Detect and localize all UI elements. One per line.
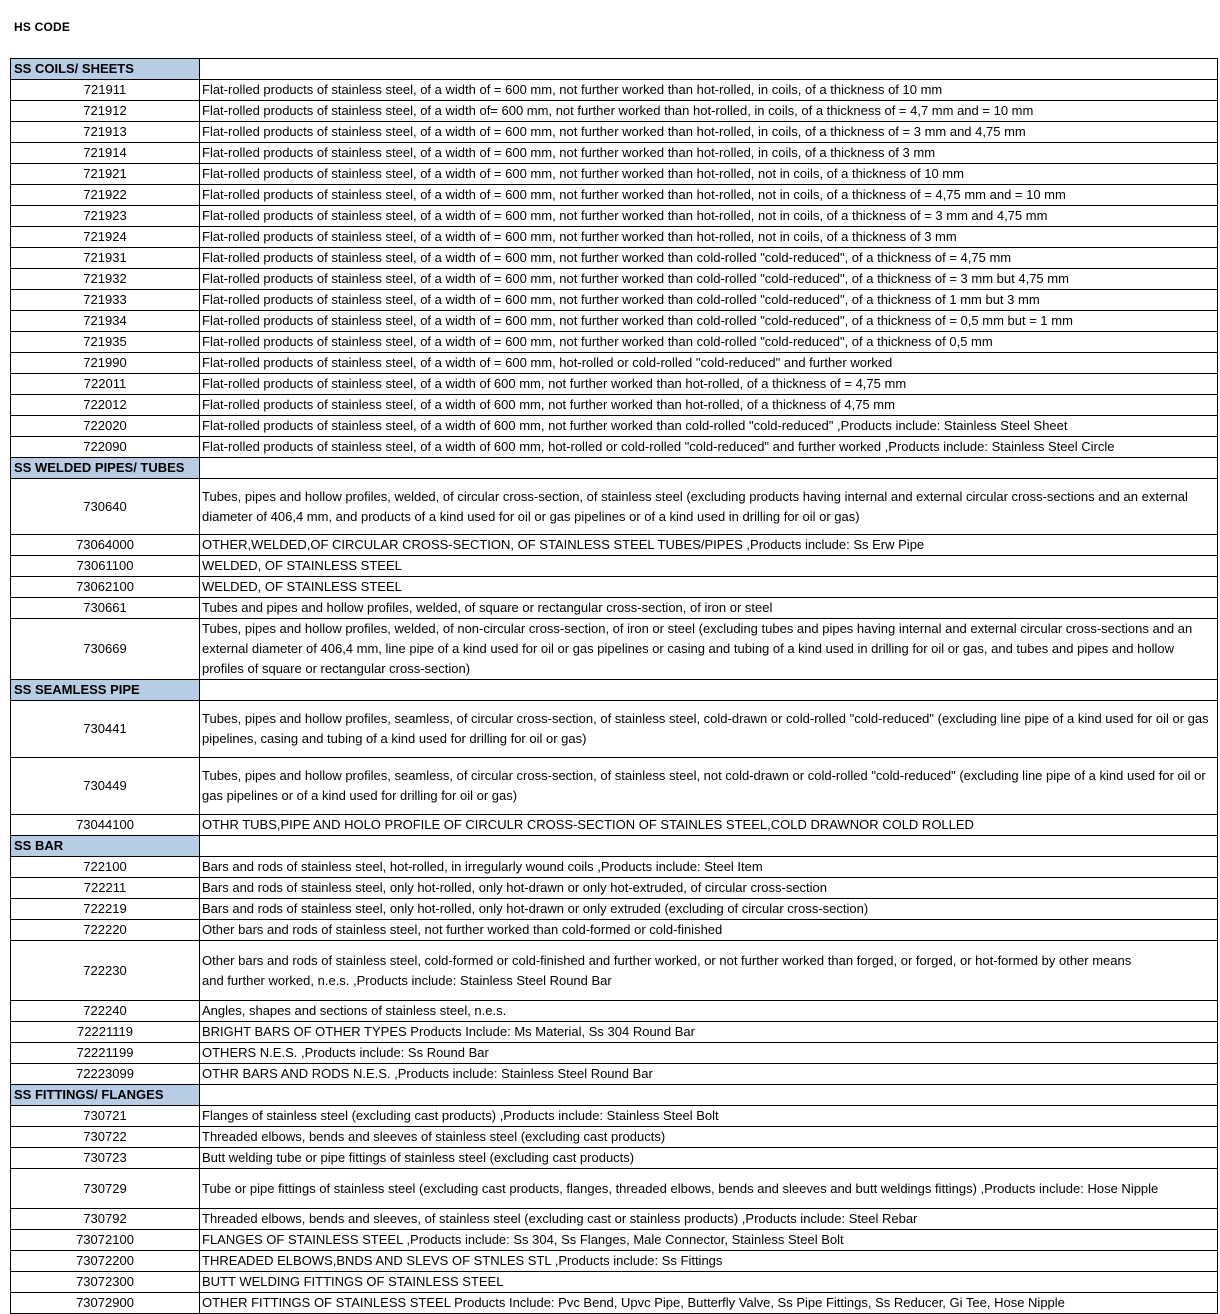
- hs-code-cell: 730669: [11, 619, 200, 680]
- table-row: [11, 1106, 1218, 1127]
- hs-code-cell: 730449: [11, 758, 200, 815]
- description-cell: BRIGHT BARS OF OTHER TYPES Products Include: Ms Material, Ss 304 Round Bar: [200, 1022, 1218, 1043]
- table-row: [11, 395, 1218, 416]
- section-blank-cell: [200, 458, 1218, 479]
- table-row: [11, 1272, 1218, 1293]
- section-blank-cell: [200, 59, 1218, 80]
- hs-code-cell: 722020: [11, 416, 200, 437]
- description-cell: Bars and rods of stainless steel, only hot-rolled, only hot-drawn or only hot-extruded, of circular cross-section: [200, 878, 1218, 899]
- description-cell: Other bars and rods of stainless steel, cold-formed or cold-finished and further worked, or not further worked than forged, or forged, or hot-formed by other means and further worked, n.e.s. ,Products include: Stainless Steel Round Bar: [200, 941, 1218, 1001]
- table-row: [11, 311, 1218, 332]
- hs-code-cell: 73062100: [11, 577, 200, 598]
- table-row: [11, 1043, 1218, 1064]
- description-cell: OTHER FITTINGS OF STAINLESS STEEL Products Include: Pvc Bend, Upvc Pipe, Butterfly Valve, Ss Pipe Fittings, Ss Reducer, Gi Tee, Hose Nipple: [200, 1293, 1218, 1314]
- description-cell: Tubes, pipes and hollow profiles, seamless, of circular cross-section, of stainless steel, not cold-drawn or cold-rolled "cold-reduced" (excluding line pipe of a kind used for oil or gas pipelines or of a kind used for drilling for oil or gas): [200, 758, 1218, 815]
- hs-code-cell: 73061100: [11, 556, 200, 577]
- section-title: SS BAR: [11, 836, 200, 857]
- table-row: [11, 815, 1218, 836]
- hs-code-cell: 722219: [11, 899, 200, 920]
- hs-code-cell: 72221119: [11, 1022, 200, 1043]
- hs-code-cell: 721921: [11, 164, 200, 185]
- table-row: [11, 374, 1218, 395]
- hs-code-cell: 722090: [11, 437, 200, 458]
- description-cell: Tubes, pipes and hollow profiles, welded, of non-circular cross-section, of iron or steel (excluding tubes and pipes having internal and external circular cross-sections and an external diameter of 406,4 mm, line pipe of a kind used for oil or gas pipelines or casing and tubing of a kind used in drilling for oil or gas, and tubes and pipes and hollow profiles of square or rectangular cross-section): [200, 619, 1218, 680]
- table-row: [11, 1230, 1218, 1251]
- description-cell: Flat-rolled products of stainless steel, of a width of = 600 mm, not further worked than cold-rolled "cold-reduced", of a thickness of 1 mm but 3 mm: [200, 290, 1218, 311]
- description-cell: OTHERS N.E.S. ,Products include: Ss Round Bar: [200, 1043, 1218, 1064]
- hs-code-cell: 730661: [11, 598, 200, 619]
- description-cell: Tubes, pipes and hollow profiles, seamless, of circular cross-section, of stainless steel, cold-drawn or cold-rolled "cold-reduced" (excluding line pipe of a kind used for oil or gas pipelines, casing and tubing of a kind used for drilling for oil or gas): [200, 701, 1218, 758]
- table-row: [11, 332, 1218, 353]
- hs-code-cell: 73072900: [11, 1293, 200, 1314]
- hs-code-cell: 730723: [11, 1148, 200, 1169]
- hs-code-cell: 730721: [11, 1106, 200, 1127]
- hs-code-cell: 721934: [11, 311, 200, 332]
- table-row: [11, 1022, 1218, 1043]
- description-cell: Tubes, pipes and hollow profiles, welded, of circular cross-section, of stainless steel (excluding products having internal and external circular cross-sections and an external diameter of 406,4 mm, and products of a kind used for oil or gas pipelines or of a kind used in drilling for oil or gas): [200, 479, 1218, 535]
- hs-code-cell: 73044100: [11, 815, 200, 836]
- hs-code-cell: 730722: [11, 1127, 200, 1148]
- table-row: [11, 598, 1218, 619]
- description-cell: Flat-rolled products of stainless steel, of a width of = 600 mm, not further worked than cold-rolled "cold-reduced", of a thickness of = 0,5 mm but = 1 mm: [200, 311, 1218, 332]
- description-cell: Flat-rolled products of stainless steel, of a width of 600 mm, not further worked than hot-rolled, of a thickness of 4,75 mm: [200, 395, 1218, 416]
- description-cell: Flat-rolled products of stainless steel, of a width of = 600 mm, not further worked than cold-rolled "cold-reduced", of a thickness of = 4,75 mm: [200, 248, 1218, 269]
- section-header-row: [11, 1085, 1218, 1106]
- table-row: [11, 920, 1218, 941]
- table-row: [11, 1127, 1218, 1148]
- section-title: SS SEAMLESS PIPE: [11, 680, 200, 701]
- description-cell: Flat-rolled products of stainless steel, of a width of 600 mm, not further worked than cold-rolled "cold-reduced" ,Products include: Stainless Steel Sheet: [200, 416, 1218, 437]
- description-cell: Threaded elbows, bends and sleeves of stainless steel (excluding cast products): [200, 1127, 1218, 1148]
- hs-code-cell: 721932: [11, 269, 200, 290]
- description-cell: Flat-rolled products of stainless steel, of a width of = 600 mm, not further worked than hot-rolled, in coils, of a thickness of = 3 mm and 4,75 mm: [200, 122, 1218, 143]
- description-cell: Other bars and rods of stainless steel, not further worked than cold-formed or cold-finished: [200, 920, 1218, 941]
- description-cell: Flat-rolled products of stainless steel, of a width of = 600 mm, not further worked than hot-rolled, in coils, of a thickness of 10 mm: [200, 80, 1218, 101]
- description-cell: Threaded elbows, bends and sleeves, of stainless steel (excluding cast or stainless products) ,Products include: Steel Rebar: [200, 1209, 1218, 1230]
- hs-code-cell: 722012: [11, 395, 200, 416]
- section-blank-cell: [200, 836, 1218, 857]
- description-cell: OTHER,WELDED,OF CIRCULAR CROSS-SECTION, OF STAINLESS STEEL TUBES/PIPES ,Products include: Ss Erw Pipe: [200, 535, 1218, 556]
- hs-code-cell: 73072100: [11, 1230, 200, 1251]
- hs-code-cell: 73064000: [11, 535, 200, 556]
- description-cell: OTHR BARS AND RODS N.E.S. ,Products include: Stainless Steel Round Bar: [200, 1064, 1218, 1085]
- table-row: [11, 353, 1218, 374]
- section-header-row: [11, 458, 1218, 479]
- table-row: [11, 556, 1218, 577]
- section-blank-cell: [200, 1085, 1218, 1106]
- hs-code-cell: 721933: [11, 290, 200, 311]
- section-title: SS COILS/ SHEETS: [11, 59, 200, 80]
- description-cell: Bars and rods of stainless steel, only hot-rolled, only hot-drawn or only extruded (excluding of circular cross-section): [200, 899, 1218, 920]
- hs-code-cell: 721935: [11, 332, 200, 353]
- hs-code-cell: 721911: [11, 80, 200, 101]
- hs-code-cell: 730792: [11, 1209, 200, 1230]
- hs-code-cell: 721922: [11, 185, 200, 206]
- table-row: [11, 899, 1218, 920]
- table-row: [11, 122, 1218, 143]
- table-row: [11, 758, 1218, 815]
- description-cell: Bars and rods of stainless steel, hot-rolled, in irregularly wound coils ,Products include: Steel Item: [200, 857, 1218, 878]
- table-row: [11, 701, 1218, 758]
- table-row: [11, 1251, 1218, 1272]
- section-header-row: [11, 680, 1218, 701]
- page-title: HS CODE: [14, 20, 71, 34]
- hs-code-cell: 721931: [11, 248, 200, 269]
- description-cell: Flat-rolled products of stainless steel, of a width of = 600 mm, not further worked than hot-rolled, in coils, of a thickness of 3 mm: [200, 143, 1218, 164]
- table-row: [11, 1064, 1218, 1085]
- description-cell: Flat-rolled products of stainless steel, of a width of = 600 mm, not further worked than hot-rolled, not in coils, of a thickness of 10 mm: [200, 164, 1218, 185]
- table-row: [11, 416, 1218, 437]
- table-row: [11, 227, 1218, 248]
- hs-code-cell: 72223099: [11, 1064, 200, 1085]
- description-cell: Flat-rolled products of stainless steel, of a width of = 600 mm, not further worked than cold-rolled "cold-reduced", of a thickness of = 3 mm but 4,75 mm: [200, 269, 1218, 290]
- hs-code-cell: 721923: [11, 206, 200, 227]
- table-row: [11, 248, 1218, 269]
- table-row: [11, 269, 1218, 290]
- table-row: [11, 619, 1218, 680]
- hs-code-cell: 73072300: [11, 1272, 200, 1293]
- section-header-row: [11, 836, 1218, 857]
- section-title: SS FITTINGS/ FLANGES: [11, 1085, 200, 1106]
- table-row: [11, 185, 1218, 206]
- hs-code-cell: 721912: [11, 101, 200, 122]
- table-row: [11, 101, 1218, 122]
- table-row: [11, 1169, 1218, 1209]
- section-title: SS WELDED PIPES/ TUBES: [11, 458, 200, 479]
- hs-code-cell: 730441: [11, 701, 200, 758]
- description-cell: BUTT WELDING FITTINGS OF STAINLESS STEEL: [200, 1272, 1218, 1293]
- description-cell: Flat-rolled products of stainless steel, of a width of = 600 mm, not further worked than hot-rolled, not in coils, of a thickness of 3 mm: [200, 227, 1218, 248]
- table-row: [11, 577, 1218, 598]
- hs-code-cell: 721913: [11, 122, 200, 143]
- table-row: [11, 164, 1218, 185]
- table-row: [11, 941, 1218, 1001]
- description-cell: Tube or pipe fittings of stainless steel (excluding cast products, flanges, threaded elbows, bends and sleeves and butt weldings fittings) ,Products include: Hose Nipple: [200, 1169, 1218, 1209]
- hs-code-cell: 722220: [11, 920, 200, 941]
- hs-code-cell: 73072200: [11, 1251, 200, 1272]
- hs-code-cell: 722240: [11, 1001, 200, 1022]
- description-cell: Flanges of stainless steel (excluding cast products) ,Products include: Stainless Steel Bolt: [200, 1106, 1218, 1127]
- description-cell: Flat-rolled products of stainless steel, of a width of = 600 mm, hot-rolled or cold-rolled "cold-reduced" and further worked: [200, 353, 1218, 374]
- hs-code-table: [10, 58, 1218, 1314]
- hs-code-cell: 722100: [11, 857, 200, 878]
- table-row: [11, 1209, 1218, 1230]
- description-cell: THREADED ELBOWS,BNDS AND SLEVS OF STNLES STL ,Products include: Ss Fittings: [200, 1251, 1218, 1272]
- hs-code-cell: 730640: [11, 479, 200, 535]
- table-row: [11, 437, 1218, 458]
- hs-code-cell: 72221199: [11, 1043, 200, 1064]
- hs-code-table-body: [11, 59, 1218, 1314]
- table-row: [11, 143, 1218, 164]
- section-header-row: [11, 59, 1218, 80]
- description-cell: Flat-rolled products of stainless steel, of a width of= 600 mm, not further worked than hot-rolled, in coils, of a thickness of = 4,7 mm and = 10 mm: [200, 101, 1218, 122]
- description-cell: Angles, shapes and sections of stainless steel, n.e.s.: [200, 1001, 1218, 1022]
- description-cell: Butt welding tube or pipe fittings of stainless steel (excluding cast products): [200, 1148, 1218, 1169]
- table-row: [11, 1148, 1218, 1169]
- hs-code-cell: 722230: [11, 941, 200, 1001]
- hs-code-cell: 721990: [11, 353, 200, 374]
- hs-code-cell: 721914: [11, 143, 200, 164]
- hs-code-cell: 722211: [11, 878, 200, 899]
- table-row: [11, 1001, 1218, 1022]
- description-cell: Flat-rolled products of stainless steel, of a width of = 600 mm, not further worked than hot-rolled, not in coils, of a thickness of = 4,75 mm and = 10 mm: [200, 185, 1218, 206]
- description-cell: Flat-rolled products of stainless steel, of a width of 600 mm, not further worked than hot-rolled, of a thickness of = 4,75 mm: [200, 374, 1218, 395]
- description-cell: Tubes and pipes and hollow profiles, welded, of square or rectangular cross-section, of iron or steel: [200, 598, 1218, 619]
- table-row: [11, 857, 1218, 878]
- table-row: [11, 878, 1218, 899]
- table-row: [11, 290, 1218, 311]
- description-cell: Flat-rolled products of stainless steel, of a width of = 600 mm, not further worked than hot-rolled, not in coils, of a thickness of = 3 mm and 4,75 mm: [200, 206, 1218, 227]
- table-row: [11, 479, 1218, 535]
- hs-code-cell: 730729: [11, 1169, 200, 1209]
- description-cell: FLANGES OF STAINLESS STEEL ,Products include: Ss 304, Ss Flanges, Male Connector, Stainless Steel Bolt: [200, 1230, 1218, 1251]
- description-cell: OTHR TUBS,PIPE AND HOLO PROFILE OF CIRCULR CROSS-SECTION OF STAINLES STEEL,COLD DRAWNOR COLD ROLLED: [200, 815, 1218, 836]
- description-cell: WELDED, OF STAINLESS STEEL: [200, 577, 1218, 598]
- section-blank-cell: [200, 680, 1218, 701]
- description-cell: Flat-rolled products of stainless steel, of a width of = 600 mm, not further worked than cold-rolled "cold-reduced", of a thickness of 0,5 mm: [200, 332, 1218, 353]
- table-row: [11, 535, 1218, 556]
- description-cell: WELDED, OF STAINLESS STEEL: [200, 556, 1218, 577]
- table-row: [11, 1293, 1218, 1314]
- hs-code-cell: 721924: [11, 227, 200, 248]
- table-row: [11, 206, 1218, 227]
- hs-code-cell: 722011: [11, 374, 200, 395]
- description-cell: Flat-rolled products of stainless steel, of a width of 600 mm, hot-rolled or cold-rolled "cold-reduced" and further worked ,Products include: Stainless Steel Circle: [200, 437, 1218, 458]
- table-row: [11, 80, 1218, 101]
